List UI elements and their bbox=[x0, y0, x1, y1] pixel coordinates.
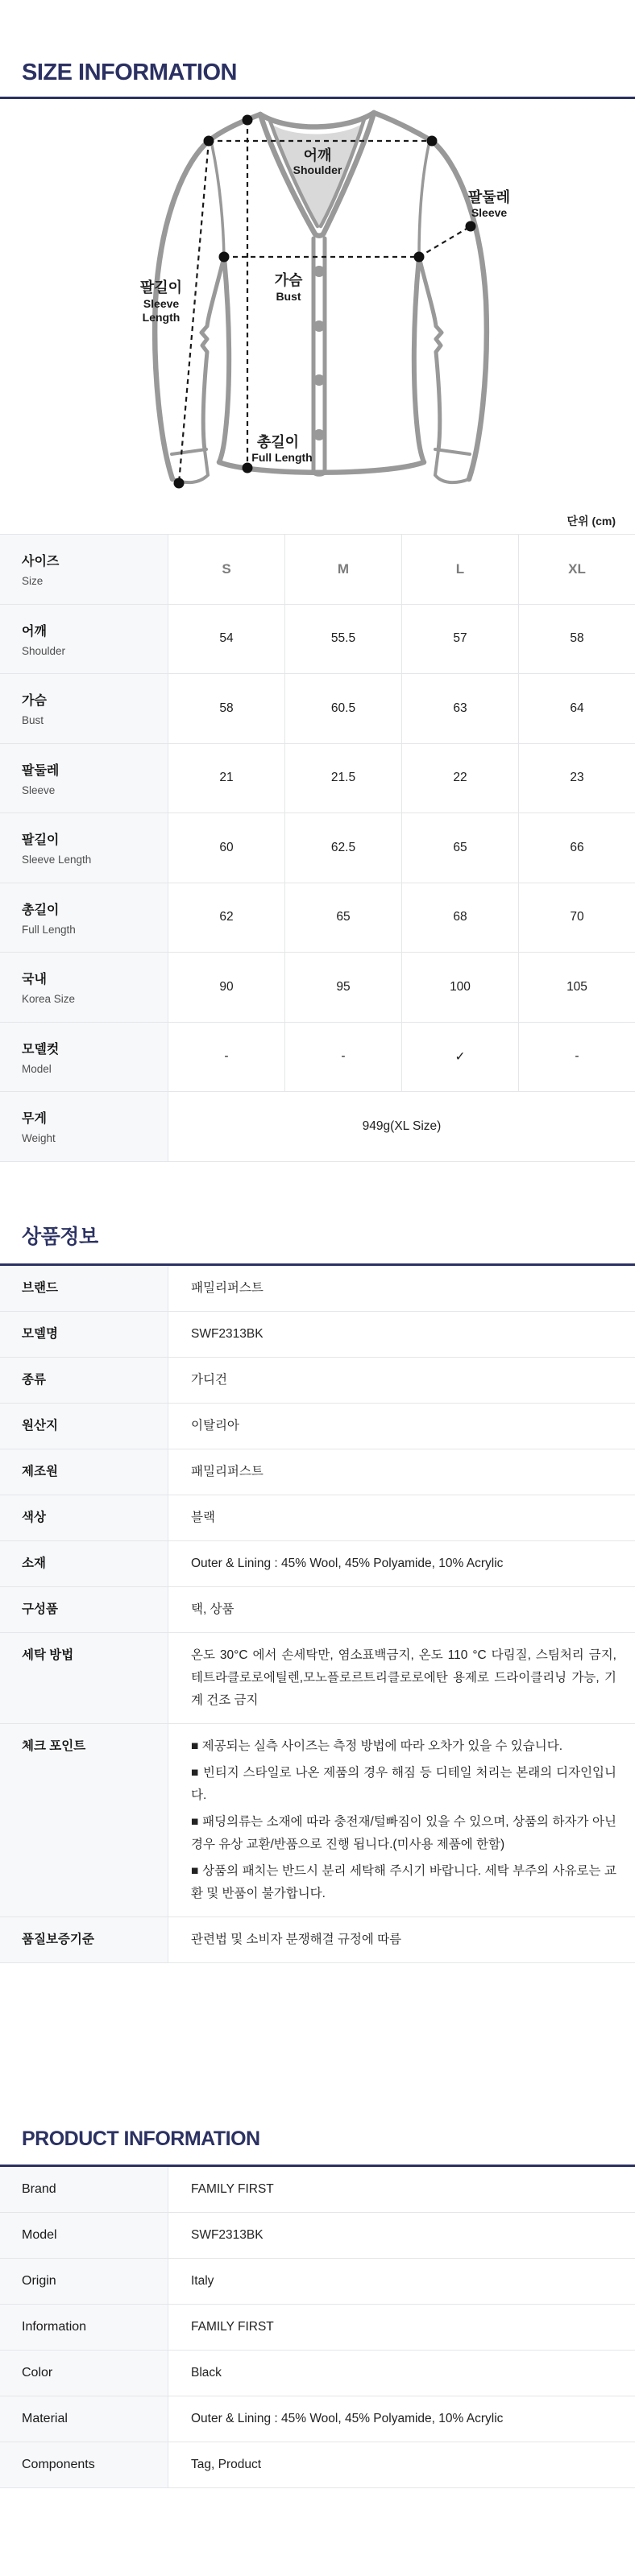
size-table bbox=[0, 534, 635, 1162]
size-table-cell: - bbox=[168, 1023, 285, 1092]
size-table-cell: 64 bbox=[570, 701, 584, 715]
size-row-label-en: Sleeve bbox=[22, 784, 56, 796]
size-table-row bbox=[0, 813, 635, 883]
info-row-label: Model bbox=[0, 2213, 168, 2258]
info-row-label: Color bbox=[0, 2351, 168, 2396]
info-table-row bbox=[0, 2167, 635, 2213]
size-table-cell: 57 bbox=[402, 605, 519, 674]
size-row-label-ko: 팔길이 bbox=[22, 833, 60, 848]
diagram-label-shoulder-en: Shoulder bbox=[293, 163, 342, 176]
info-row-label: 브랜드 bbox=[0, 1266, 168, 1311]
info-table-row bbox=[0, 1358, 635, 1404]
size-row-label-en: Model bbox=[22, 1062, 52, 1075]
info-row-value: Italy bbox=[191, 2274, 214, 2288]
info-row-value: SWF2313BK bbox=[191, 1327, 264, 1341]
info-table-row bbox=[0, 2305, 635, 2351]
size-row-label bbox=[0, 813, 168, 883]
size-table-cell: 70 bbox=[570, 910, 584, 924]
info-row-label: 모델명 bbox=[0, 1312, 168, 1357]
size-table-cell: 55.5 bbox=[285, 605, 402, 674]
size-table-cell: 105 bbox=[567, 979, 587, 994]
size-table-cell: 65 bbox=[285, 883, 402, 953]
diagram-label-full-length-en: Full Length bbox=[251, 451, 313, 464]
info-row-label: Origin bbox=[0, 2259, 168, 2304]
product-info-ko-title: 상품정보 bbox=[22, 1226, 98, 1248]
size-table-row bbox=[0, 953, 635, 1023]
size-row-label bbox=[0, 1092, 168, 1161]
diagram-label-full-length-ko: 총길이 bbox=[256, 434, 300, 450]
size-row-label bbox=[0, 953, 168, 1022]
diagram-label-bust-ko: 가슴 bbox=[274, 272, 303, 288]
size-table-cell: 60.5 bbox=[285, 674, 402, 743]
info-table-row bbox=[0, 1312, 635, 1358]
info-row-label: Components bbox=[0, 2442, 168, 2487]
info-table-row bbox=[0, 1724, 635, 1917]
size-table-row bbox=[0, 1092, 635, 1162]
size-table-cell: 66 bbox=[570, 840, 584, 854]
info-table-row bbox=[0, 1633, 635, 1724]
size-table-cell: - bbox=[575, 1049, 579, 1064]
size-row-label-en: Full Length bbox=[22, 923, 76, 936]
info-row-value: 가디건 bbox=[191, 1373, 227, 1387]
product-info-ko-table bbox=[0, 1266, 635, 1963]
info-row-value: FAMILY FIRST bbox=[191, 2320, 274, 2334]
info-table-row bbox=[0, 1266, 635, 1312]
diagram-label-sleeve-length-en1: Sleeve bbox=[143, 297, 180, 310]
size-table-cell: - bbox=[285, 1023, 402, 1092]
info-row-label: 종류 bbox=[0, 1358, 168, 1403]
size-row-label-en: Sleeve Length bbox=[22, 854, 92, 866]
size-table-row bbox=[0, 605, 635, 675]
info-row-value: FAMILY FIRST bbox=[191, 2182, 274, 2196]
size-row-label bbox=[0, 1023, 168, 1092]
info-row-value: 이탈리아 bbox=[191, 1419, 239, 1433]
size-table-row bbox=[0, 883, 635, 953]
info-row-value: 온도 30°C 에서 손세탁만, 염소표백금지, 온도 110 °C 다림질, 스팀처리 금지, 테트라클로로에틸렌,모노플로르트리클로로에탄 용제로 드라이클리닝 가능, 기계 건조 금지 bbox=[191, 1648, 616, 1707]
info-row-value: 택, 상품 bbox=[191, 1602, 234, 1616]
size-row-label-ko: 총길이 bbox=[22, 903, 60, 917]
info-row-label: Brand bbox=[0, 2167, 168, 2212]
size-row-label bbox=[0, 674, 168, 743]
info-table-row bbox=[0, 1917, 635, 1963]
size-row-label bbox=[0, 883, 168, 953]
size-row-label-en: Shoulder bbox=[22, 644, 66, 657]
info-row-label: 체크 포인트 bbox=[0, 1724, 168, 1916]
size-row-label-en: Korea Size bbox=[22, 993, 76, 1006]
size-row-label-ko: 어깨 bbox=[22, 624, 47, 639]
info-row-value bbox=[168, 1724, 635, 1916]
size-table-cell: 58 bbox=[168, 674, 285, 743]
size-table-row bbox=[0, 674, 635, 744]
info-row-label: 구성품 bbox=[0, 1587, 168, 1632]
info-row-value: Outer & Lining : 45% Wool, 45% Polyamide, 10% Acrylic bbox=[191, 1557, 504, 1570]
size-row-label bbox=[0, 744, 168, 813]
size-table-cell: 95 bbox=[285, 953, 402, 1022]
check-point-bullet: ■ 상품의 패치는 반드시 분리 세탁해 주시기 바랍니다. 세탁 부주의 사유로는 교환 및 반품이 불가합니다. bbox=[191, 1864, 616, 1900]
size-table-cell: L bbox=[402, 535, 519, 604]
info-row-label: Information bbox=[0, 2305, 168, 2350]
check-point-bullet: ■ 제공되는 실측 사이즈는 측정 방법에 따라 오차가 있을 수 있습니다. bbox=[191, 1739, 563, 1753]
size-table-cell: 54 bbox=[168, 605, 285, 674]
product-info-en-title: PRODUCT INFORMATION bbox=[22, 2127, 260, 2150]
info-table-row bbox=[0, 2259, 635, 2305]
info-row-value: 패밀리퍼스트 bbox=[191, 1465, 264, 1478]
size-table-cell: 21 bbox=[168, 744, 285, 813]
diagram-label-sleeve-length-ko: 팔길이 bbox=[139, 279, 183, 296]
size-table-cell: 23 bbox=[570, 771, 584, 785]
size-table-cell: 100 bbox=[402, 953, 519, 1022]
info-row-value: Tag, Product bbox=[191, 2458, 262, 2471]
check-point-bullet: ■ 패딩의류는 소재에 따라 충전재/털빠짐이 있을 수 있으며, 상품의 하자가 아닌 경우 유상 교환/반품으로 진행 됩니다.(미사용 제품에 한함) bbox=[191, 1815, 616, 1851]
info-table-row bbox=[0, 2396, 635, 2442]
info-row-label: 제조원 bbox=[0, 1449, 168, 1495]
size-row-label-ko: 가슴 bbox=[22, 694, 47, 709]
info-row-value: 패밀리퍼스트 bbox=[191, 1281, 264, 1295]
size-table-row bbox=[0, 744, 635, 814]
size-table-cell: 62.5 bbox=[285, 813, 402, 883]
check-point-bullet: ■ 빈티지 스타일로 나온 제품의 경우 해짐 등 디테일 처리는 본래의 디자인입니다. bbox=[191, 1766, 616, 1802]
size-table-cell: 68 bbox=[402, 883, 519, 953]
size-row-label bbox=[0, 605, 168, 674]
size-table-cell: M bbox=[285, 535, 402, 604]
info-row-label: 색상 bbox=[0, 1495, 168, 1540]
info-table-row bbox=[0, 1449, 635, 1495]
info-table-row bbox=[0, 2213, 635, 2259]
info-table-row bbox=[0, 2442, 635, 2488]
info-row-value: SWF2313BK bbox=[191, 2228, 264, 2242]
info-table-row bbox=[0, 2351, 635, 2396]
garment-measurement-diagram bbox=[0, 103, 635, 534]
size-table-cell: 22 bbox=[402, 744, 519, 813]
diagram-label-bust-en: Bust bbox=[276, 290, 301, 303]
diagram-label-sleeve-length-en2: Length bbox=[142, 311, 181, 324]
size-row-label-ko: 팔둘레 bbox=[22, 763, 60, 778]
size-table-cell: 949g(XL Size) bbox=[362, 1118, 442, 1133]
size-section-divider bbox=[0, 97, 635, 99]
size-table-cell: S bbox=[168, 535, 285, 604]
size-row-label-ko: 모델컷 bbox=[22, 1042, 60, 1056]
info-row-label: 품질보증기준 bbox=[0, 1917, 168, 1962]
size-row-label-en: Size bbox=[22, 575, 44, 588]
size-row-label-ko: 국내 bbox=[22, 973, 47, 987]
info-row-value: 관련법 및 소비자 분쟁해결 규정에 따름 bbox=[191, 1933, 402, 1946]
size-row-label-ko: 사이즈 bbox=[22, 555, 60, 569]
unit-note: 단위 (cm) bbox=[567, 515, 616, 527]
size-table-cell: 21.5 bbox=[285, 744, 402, 813]
size-row-label-en: Bust bbox=[22, 714, 44, 727]
info-table-row bbox=[0, 1541, 635, 1587]
info-row-label: 소재 bbox=[0, 1541, 168, 1586]
size-row-label-en: Weight bbox=[22, 1132, 56, 1145]
diagram-label-shoulder-ko: 어깨 bbox=[303, 147, 332, 163]
size-table-cell: 63 bbox=[402, 674, 519, 743]
size-table-cell: 60 bbox=[168, 813, 285, 883]
size-row-label bbox=[0, 535, 168, 604]
info-table-row bbox=[0, 1404, 635, 1449]
size-table-cell: 65 bbox=[402, 813, 519, 883]
info-table-row bbox=[0, 1587, 635, 1633]
info-row-value: 블랙 bbox=[191, 1511, 215, 1524]
size-table-cell: 58 bbox=[570, 631, 584, 646]
size-information-title: SIZE INFORMATION bbox=[22, 60, 237, 85]
size-table-cell: ✓ bbox=[402, 1023, 519, 1092]
diagram-label-sleeve-ko: 팔둘레 bbox=[467, 189, 511, 205]
info-row-value: Black bbox=[191, 2366, 222, 2380]
size-table-cell: XL bbox=[568, 560, 586, 577]
info-row-label: 원산지 bbox=[0, 1404, 168, 1449]
diagram-label-sleeve-en: Sleeve bbox=[471, 206, 508, 219]
size-table-row bbox=[0, 1023, 635, 1093]
size-row-label-ko: 무게 bbox=[22, 1112, 47, 1127]
product-info-en-table bbox=[0, 2167, 635, 2488]
info-table-row bbox=[0, 1495, 635, 1541]
info-row-value: Outer & Lining : 45% Wool, 45% Polyamide, 10% Acrylic bbox=[191, 2412, 504, 2425]
info-row-label: Material bbox=[0, 2396, 168, 2442]
size-table-cell: 90 bbox=[168, 953, 285, 1022]
size-table-cell: 62 bbox=[168, 883, 285, 953]
size-table-row bbox=[0, 535, 635, 605]
info-row-label: 세탁 방법 bbox=[0, 1633, 168, 1723]
